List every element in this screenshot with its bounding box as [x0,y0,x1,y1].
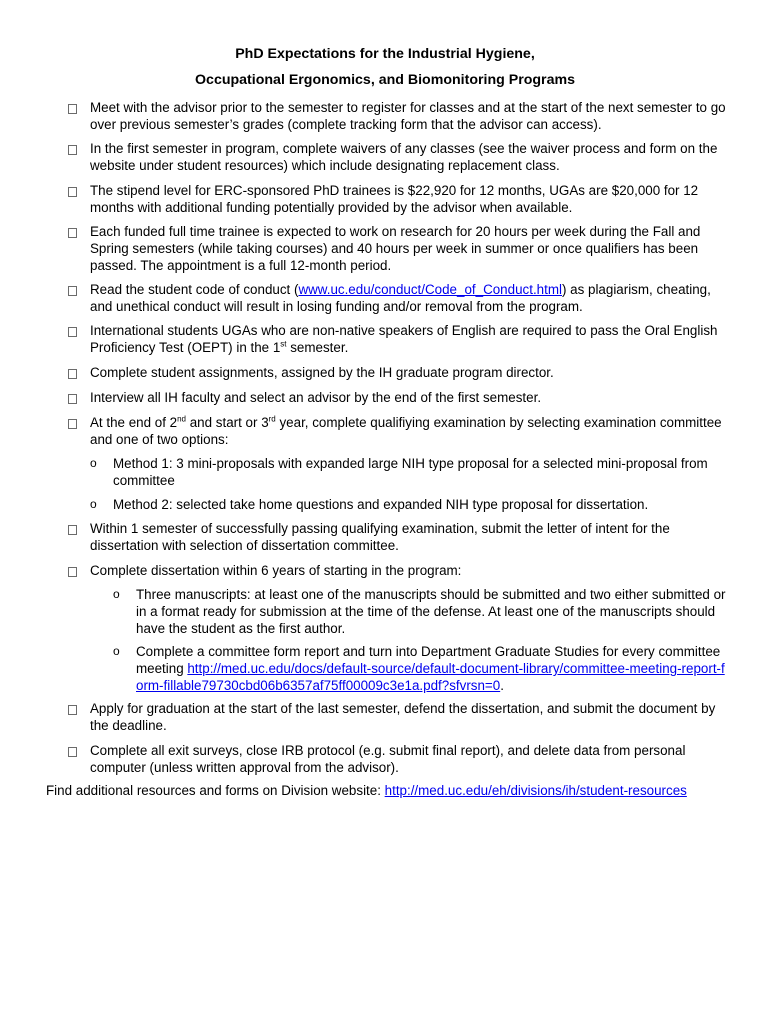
item-exit-surveys: Complete all exit surveys, close IRB protocol (e.g. submit final report), and delete data from personal computer (unless written approval from the advisor). [90,743,686,775]
item-method-1: Method 1: 3 mini-proposals with expanded large NIH type proposal for a selected mini-proposal from committee [113,456,708,488]
oept-text-end: semester. [286,340,349,355]
checkbox-icon[interactable] [68,567,77,577]
checkbox-icon[interactable] [68,525,77,535]
committee-report-link[interactable]: http://med.uc.edu/docs/default-source/default-document-library/committee-meeting-report-form-fillable79730cbd06b6357af75ff00009c3e1a.pdf?sfvrsn=0 [136,661,725,693]
item-method-2: Method 2: selected take home questions and expanded NIH type proposal for dissertation. [113,497,649,512]
item-letter-of-intent: Within 1 semester of successfully passing qualifying examination, submit the letter of intent for the dissertation with selection of dissertation committee. [90,521,670,553]
footer-link[interactable]: http://med.uc.edu/eh/divisions/ih/student-resources [384,783,687,798]
checkbox-icon[interactable] [68,705,77,715]
qual-text-a: At the end of 2 [90,415,178,430]
item-advisor-meeting: Meet with the advisor prior to the semester to register for classes and at the start of the next semester to go over previous semester’s grades (complete tracking form that the advisor can access). [90,100,726,132]
item-manuscripts: Three manuscripts: at least one of the manuscripts should be submitted and two either submitted or in a format ready for submission at the time of the defense. At least one of the manuscripts should have the student as the first author. [136,587,726,636]
title-line-2: Occupational Ergonomics, and Biomonitoring Programs [195,72,575,88]
qual-text-c: year, complete qualifiying examination by selecting examination committee and one of two options: [90,415,722,447]
item-committee-report [136,643,726,694]
checkbox-icon[interactable] [68,228,77,238]
item-dissertation: Complete dissertation within 6 years of starting in the program: [90,563,462,578]
sub-bullet-icon: o [90,497,97,511]
checkbox-icon[interactable] [68,394,77,404]
code-of-conduct-pre: Read the student code of conduct ( [90,282,299,297]
qual-sup-1: nd [177,414,187,424]
code-of-conduct-link[interactable]: www.uc.edu/conduct/Code_of_Conduct.html [298,282,562,297]
item-research-hours: Each funded full time trainee is expected to work on research for 20 hours per week during the Fall and Spring semesters (while taking courses) and 40 hours per week in summer or once qualifiers has been passed. The appointment is a full 12-month period. [90,224,701,273]
sub-bullet-icon: o [113,644,120,658]
item-graduation: Apply for graduation at the start of the last semester, defend the dissertation, and submit the document by the deadline. [90,701,716,733]
item-stipend: The stipend level for ERC-sponsored PhD trainees is $22,920 for 12 months, UGAs are $20,000 for 12 months with additional funding potentially provided by the advisor when available. [90,183,699,215]
item-assignments: Complete student assignments, assigned by the IH graduate program director. [90,365,554,380]
item-oept [90,322,730,356]
sub-bullet-icon: o [90,456,97,470]
checkbox-icon[interactable] [68,327,77,337]
checkbox-icon[interactable] [68,145,77,155]
title-line-1: PhD Expectations for the Industrial Hygiene, [235,46,535,62]
item-qualifying-exam [90,414,730,448]
checkbox-icon[interactable] [68,369,77,379]
item-waivers: In the first semester in program, complete waivers of any classes (see the waiver process and form on the website under student resources) which include designating replacement class. [90,141,718,173]
checkbox-icon[interactable] [68,747,77,757]
committee-report-text: Complete a committee form report and turn into Department Graduate Studies for every committee meeting [136,644,721,676]
sub-bullet-icon: o [113,587,120,601]
checkbox-icon[interactable] [68,286,77,296]
oept-sup: st [280,339,287,349]
committee-report-end: . [500,678,504,693]
oept-text: International students UGAs who are non-native speakers of English are required to pass the Oral English Proficiency Test (OEPT) in the 1 [90,323,718,355]
footer-text: Find additional resources and forms on Division website: [46,783,385,798]
checkbox-icon[interactable] [68,419,77,429]
checkbox-icon[interactable] [68,104,77,114]
qual-sup-2: rd [268,414,276,424]
checkbox-icon[interactable] [68,187,77,197]
item-interview-faculty: Interview all IH faculty and select an advisor by the end of the first semester. [90,390,542,405]
footer-resources [46,782,746,799]
code-of-conduct-post: ) as plagiarism, cheating, and unethical conduct will result in losing funding and/or removal from the program. [90,282,711,314]
item-code-of-conduct [90,281,730,315]
qual-text-b: and start or 3 [186,415,269,430]
